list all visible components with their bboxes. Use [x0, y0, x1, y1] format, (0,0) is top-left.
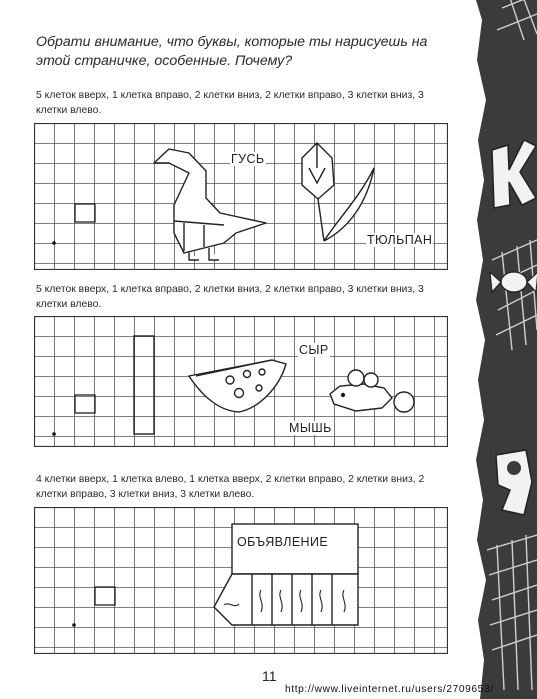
word-label-tulip: ТЮЛЬПАН	[367, 233, 433, 247]
grid-2	[34, 316, 448, 447]
instruction-3: 4 клетки вверх, 1 клетка влево, 1 клетка вверх, 2 клетки вправо, 2 клетки вниз, 2 клетки вправо, 3 клетки вниз, 3 клетки влево.	[36, 474, 425, 500]
page-number: 11	[262, 668, 277, 684]
start-square	[72, 587, 115, 627]
word-label-mouse: МЫШЬ	[289, 421, 332, 435]
tulip-drawing	[302, 143, 374, 241]
grid-lines	[34, 123, 448, 270]
footer-url: http://www.liveinternet.ru/users/2709653/	[285, 684, 494, 695]
start-square	[52, 395, 95, 436]
grid-border	[35, 124, 448, 270]
side-decoration-strip	[462, 0, 537, 699]
word-label-goose: ГУСЬ	[231, 152, 265, 166]
vertical-bar-drawing	[134, 336, 154, 434]
instruction-2: 5 клеток вверх, 1 клетка вправо, 2 клетки вниз, 2 клетки вправо, 3 клетки вниз, 3 клетки влево.	[36, 284, 424, 310]
cheese-drawing	[189, 360, 286, 412]
grid-panel-2	[34, 316, 448, 447]
intro-text: Обрати внимание, что буквы, которые ты нарисуешь на этой страничке, особенные. Почему?	[36, 34, 428, 69]
instruction-1: 5 клеток вверх, 1 клетка вправо, 2 клетки вниз, 2 клетки вправо, 3 клетки вниз, 3 клетки влево.	[36, 90, 424, 116]
start-square	[52, 204, 95, 245]
grid-1	[34, 123, 448, 270]
grid-3	[34, 507, 448, 654]
grid-panel-1	[34, 123, 448, 270]
grid-panel-3	[34, 507, 448, 654]
word-label-cheese: СЫР	[299, 343, 329, 357]
word-label-announcement: ОБЪЯВЛЕНИЕ	[237, 535, 329, 549]
